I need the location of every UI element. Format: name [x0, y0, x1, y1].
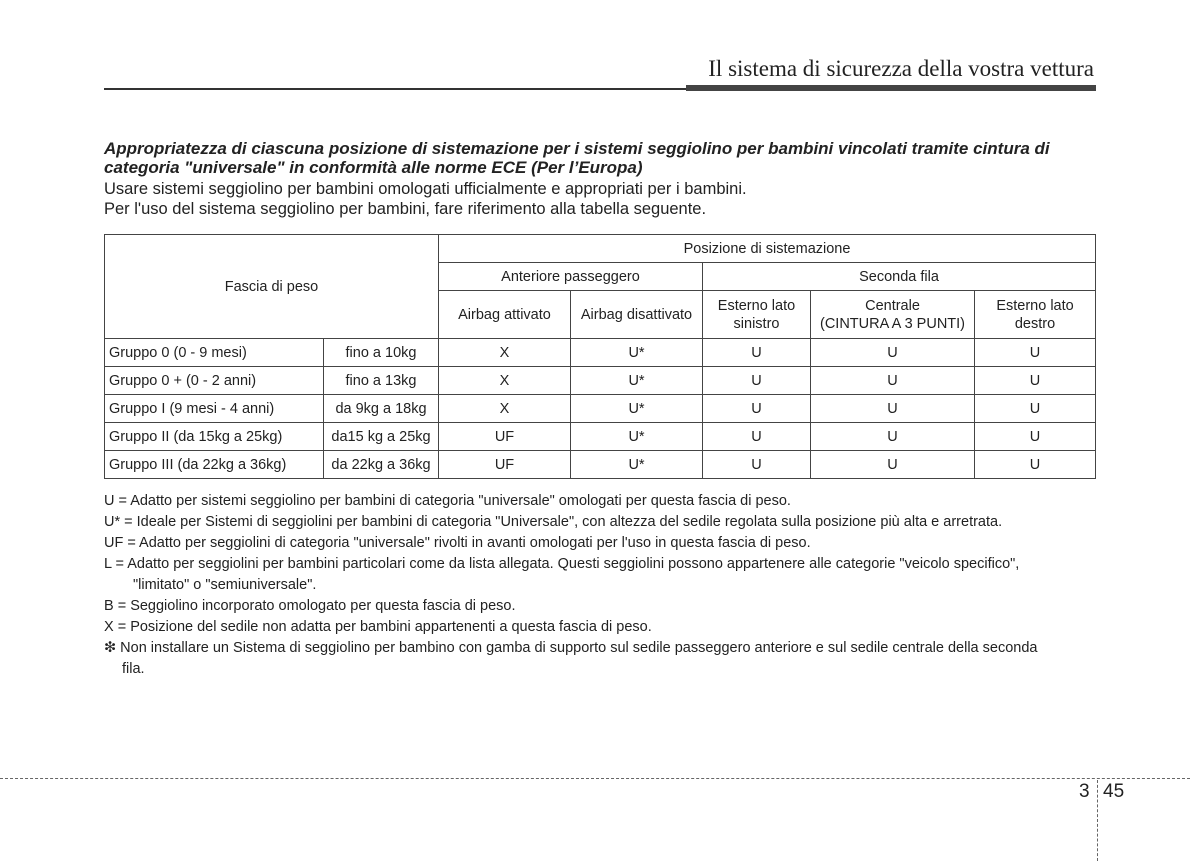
front-passenger-header: Anteriore passeggero [439, 263, 703, 291]
page-header-title: Il sistema di sicurezza della vostra vettura [708, 56, 1094, 81]
rear-right-cell: U [975, 395, 1096, 423]
legend-uf: UF = Adatto per seggiolini di categoria "universale" rivolti in avanti omologati per l'uso in questa fascia di peso. [104, 535, 811, 551]
weight-cell: fino a 10kg [324, 339, 439, 367]
header-divider-thick [686, 85, 1096, 91]
rear-right-cell: U [975, 367, 1096, 395]
rear-left-cell: U [703, 339, 811, 367]
rear-right-line1: Esterno lato [996, 297, 1074, 314]
rear-left-line2: sinistro [733, 315, 780, 332]
weight-cell: da 22kg a 36kg [324, 451, 439, 479]
rear-right-header [975, 291, 1096, 339]
child-seat-table [104, 234, 1096, 479]
airbag-off-cell: U* [571, 367, 703, 395]
footer-divider [0, 778, 1190, 779]
intro-line: Usare sistemi seggiolino per bambini omologati ufficialmente e appropriati per i bambini. [104, 180, 747, 198]
rear-center-header [811, 291, 975, 339]
legend-x: X = Posizione del sedile non adatta per bambini appartenenti a questa fascia di peso. [104, 619, 652, 635]
table-row [105, 367, 1096, 395]
legend-l-continued: "limitato" o "semiuniversale". [133, 577, 317, 593]
chapter-number: 3 [1079, 781, 1090, 802]
weight-band-header: Fascia di peso [105, 235, 439, 339]
rear-center-cell: U [811, 395, 975, 423]
legend-b: B = Seggiolino incorporato omologato per questa fascia di peso. [104, 598, 516, 614]
airbag-on-cell: UF [439, 451, 571, 479]
table-row [105, 395, 1096, 423]
airbag-off-cell: U* [571, 395, 703, 423]
rear-right-cell: U [975, 451, 1096, 479]
airbag-on-cell: UF [439, 423, 571, 451]
rear-left-cell: U [703, 451, 811, 479]
legend-note: ❇ Non installare un Sistema di seggiolino per bambino con gamba di supporto sul sedile passeggero anteriore e sul sedile centrale della seconda [104, 640, 1038, 656]
section-title: Appropriatezza di ciascuna posizione di sistemazione per i sistemi seggiolino per bambini vincolati tramite cintura di categoria "universale" in conformità alle norme ECE (Per l’Europa) [104, 139, 1050, 177]
seating-position-header: Posizione di sistemazione [439, 235, 1096, 263]
group-cell: Gruppo 0 (0 - 9 mesi) [105, 339, 324, 367]
table-row [105, 423, 1096, 451]
weight-cell: da15 kg a 25kg [324, 423, 439, 451]
legend-l: L = Adatto per seggiolini per bambini particolari come da lista allegata. Questi seggiolini possono appartenere alle categorie "veicolo specifico", [104, 556, 1020, 572]
table-row [105, 451, 1096, 479]
legend-note-continued: fila. [122, 661, 145, 677]
second-row-header: Seconda fila [703, 263, 1096, 291]
airbag-on-cell: X [439, 395, 571, 423]
airbag-off-cell: U* [571, 423, 703, 451]
airbag-off-cell: U* [571, 451, 703, 479]
airbag-off-header: Airbag disattivato [571, 291, 703, 339]
group-cell: Gruppo 0 + (0 - 2 anni) [105, 367, 324, 395]
rear-center-line1: Centrale [865, 297, 920, 314]
rear-left-cell: U [703, 367, 811, 395]
intro-line: Per l'uso del sistema seggiolino per bambini, fare riferimento alla tabella seguente. [104, 200, 707, 218]
rear-left-cell: U [703, 395, 811, 423]
group-cell: Gruppo II (da 15kg a 25kg) [105, 423, 324, 451]
rear-center-line2: (CINTURA A 3 PUNTI) [819, 315, 966, 332]
group-cell: Gruppo III (da 22kg a 36kg) [105, 451, 324, 479]
rear-right-line2: destro [1014, 315, 1056, 332]
rear-center-cell: U [811, 339, 975, 367]
airbag-on-cell: X [439, 367, 571, 395]
airbag-on-header: Airbag attivato [439, 291, 571, 339]
rear-left-cell: U [703, 423, 811, 451]
rear-right-cell: U [975, 423, 1096, 451]
rear-center-cell: U [811, 451, 975, 479]
legend [104, 491, 1096, 680]
group-cell: Gruppo I (9 mesi - 4 anni) [105, 395, 324, 423]
legend-u: U = Adatto per sistemi seggiolino per bambini di categoria "universale" omologati per questa fascia di peso. [104, 493, 791, 509]
footer-vertical-divider [1097, 780, 1098, 861]
rear-center-cell: U [811, 367, 975, 395]
rear-left-header [703, 291, 811, 339]
weight-cell: da 9kg a 18kg [324, 395, 439, 423]
weight-cell: fino a 13kg [324, 367, 439, 395]
airbag-on-cell: X [439, 339, 571, 367]
airbag-off-cell: U* [571, 339, 703, 367]
intro-text [104, 179, 1096, 219]
table-row [105, 339, 1096, 367]
rear-left-line1: Esterno lato [717, 297, 796, 314]
page-number: 45 [1103, 781, 1125, 802]
rear-right-cell: U [975, 339, 1096, 367]
legend-u-star: U* = Ideale per Sistemi di seggiolini per bambini di categoria "Universale", con altezza del sedile regolata sulla posizione più alta e arretrata. [104, 514, 1003, 530]
rear-center-cell: U [811, 423, 975, 451]
